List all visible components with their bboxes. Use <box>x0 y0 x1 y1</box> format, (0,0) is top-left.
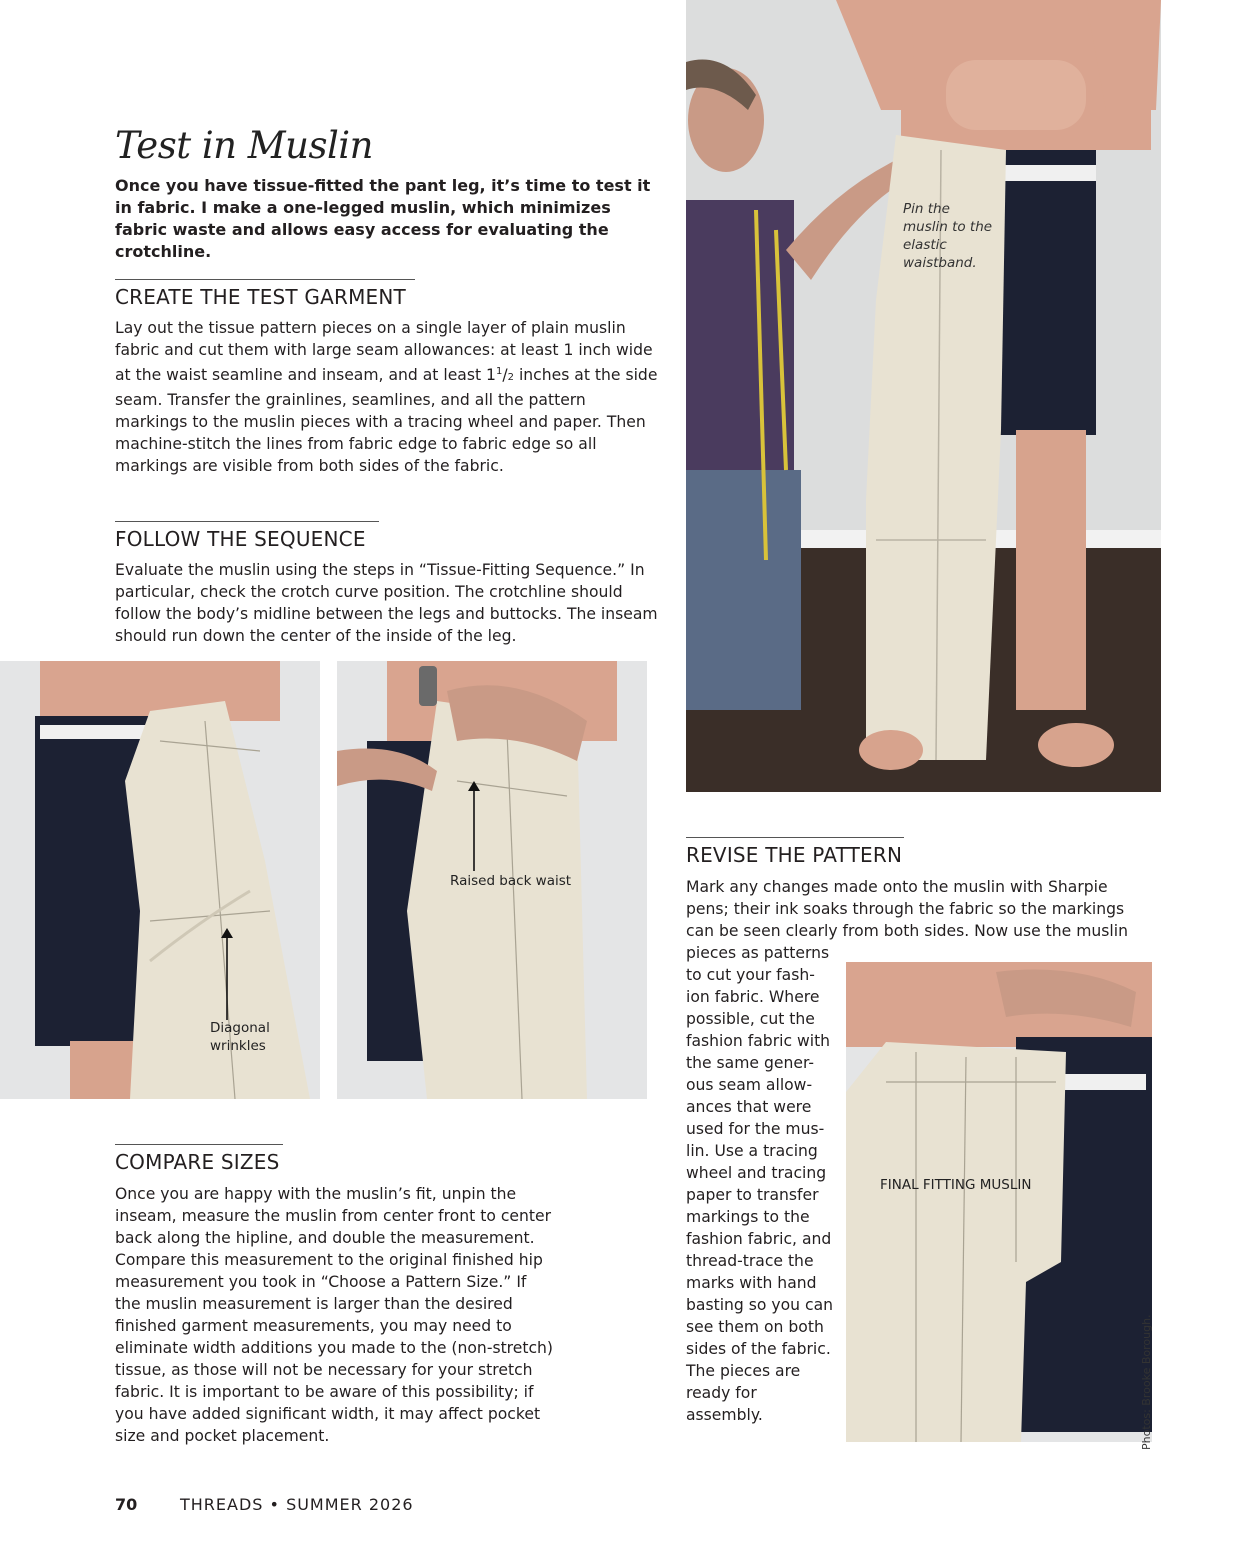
photo-pinning-muslin <box>686 0 1161 792</box>
photo-credit: Photos: Brooke Borough. <box>1140 1314 1153 1450</box>
arrow-up-icon <box>467 781 481 871</box>
section-rule <box>115 521 379 522</box>
section-body-revise-narrow: pieces as patterns to cut your fash-ion fabric. Where possible, cut the fashion fabric with the same gener-ous seam allow-ances that were used for the mus-lin. Use a tracing wheel and tracing paper to transfer markings to the fashion fabric, and thread-trace the marks with hand basting so you can see them on both sides of the fabric. The pieces are ready for assembly. <box>686 944 834 1424</box>
section-heading-create: CREATE THE TEST GARMENT <box>115 285 406 309</box>
section-rule <box>115 279 415 280</box>
section-body-revise-wide: Mark any changes made onto the muslin with Sharpie pens; their ink soaks through the fabric so the markings can be seen clearly from both sides. Now use the muslin <box>686 878 1128 940</box>
caption-pin: Pin the muslin to the elastic waistband. <box>903 201 993 271</box>
article-intro: Once you have tissue-fitted the pant leg, it’s time to test it in fabric. I make a one-legged muslin, which minimizes fabric waste and allows easy access for evaluating the crotchline. <box>115 176 651 261</box>
page-number: 70 <box>115 1495 138 1514</box>
section-body-create: Lay out the tissue pattern pieces on a single layer of plain muslin fabric and cut them with large seam allowances: at least 1 inch wide at the waist seamline and inseam, and at least $1^1/2$ inches at the side seam. Transfer the grainlines, seamlines, and all the pattern markings to the muslin pieces with a tracing wheel and paper. Then machine-stitch the lines from fabric edge to fabric edge so all markings are visible from both sides of the fabric. <box>115 319 658 476</box>
caption-final: FINAL FITTING MUSLIN <box>880 1177 1032 1193</box>
section-rule <box>686 837 904 838</box>
section-heading-compare: COMPARE SIZES <box>115 1150 280 1174</box>
section-heading-follow: FOLLOW THE SEQUENCE <box>115 527 366 551</box>
section-heading-revise: REVISE THE PATTERN <box>686 843 903 867</box>
caption-diagonal: Diagonal wrinkles <box>210 1020 270 1054</box>
section-rule <box>115 1144 283 1145</box>
arrow-up-icon <box>220 928 234 1020</box>
article-title: Test in Muslin <box>115 124 373 167</box>
section-body-follow: Evaluate the muslin using the steps in “Tissue-Fitting Sequence.” In particular, check the crotch curve position. The crotchline should follow the body’s midline between the legs and buttocks. The inseam should run down the center of the inside of the leg. <box>115 561 658 645</box>
section-body-compare: Once you are happy with the muslin’s fit, unpin the inseam, measure the muslin from center front to center back along the hipline, and double the measurement. Compare this measurement to the original finished hip measurement you took in “Choose a Pattern Size.” If the muslin measurement is larger than the desired finished garment measurements, you may need to eliminate width additions you made to the (non-stretch) tissue, as those will not be necessary for your stretch fabric. It is important to be aware of this possibility; if you have added significant width, it may affect pocket size and pocket placement. <box>115 1185 553 1445</box>
photo-final-fitting-muslin <box>846 962 1152 1442</box>
magazine-issue: THREADS • SUMMER 2026 <box>180 1495 414 1514</box>
caption-raised: Raised back waist <box>450 873 572 889</box>
